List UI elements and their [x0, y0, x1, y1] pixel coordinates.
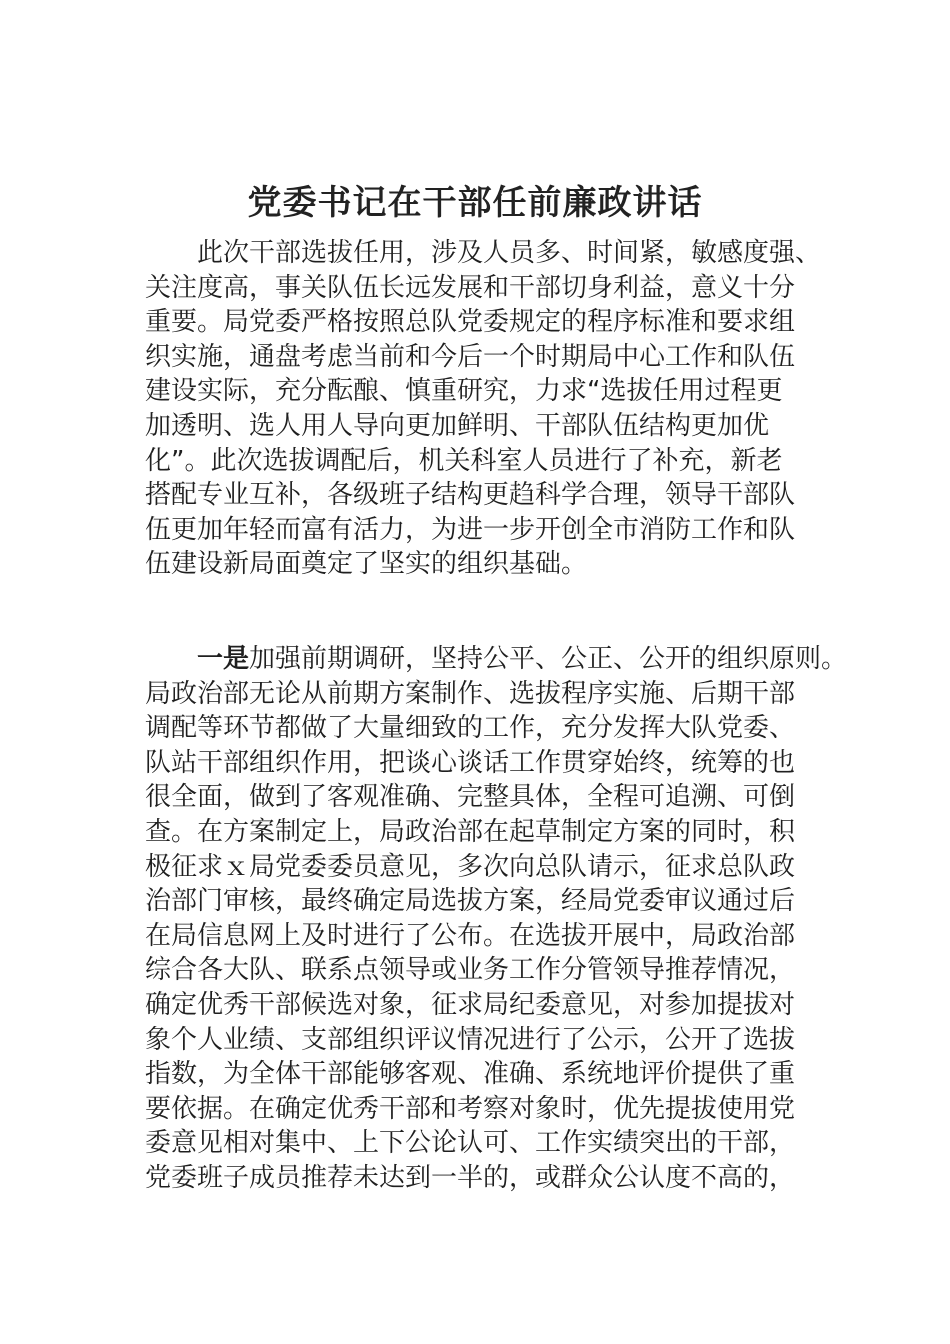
text-line: 治部门审核，最终确定局选拔方案，经局党委审议通过后 [145, 886, 796, 917]
text-line: 指数，为全体干部能够客观、准确、系统地评价提供了重 [145, 1059, 796, 1090]
lead-label: 一是 [197, 644, 250, 674]
text-line: 象个人业绩、支部组织评议情况进行了公示，公开了选拔 [145, 1024, 796, 1055]
text-line: 此次干部选拔任用，涉及人员多、时间紧，敏感度强、 [145, 238, 822, 268]
lead-line-rest: 加强前期调研，坚持公平、公正、公开的组织原则。 [249, 644, 848, 674]
text-line: 建设实际，充分酝酿、慎重研究，力求“选拔任用过程更 [145, 376, 783, 407]
text-line: 调配等环节都做了大量细致的工作，充分发挥大队党委、 [145, 713, 796, 744]
text-line: 队站干部组织作用，把谈心谈话工作贯穿始终，统筹的也 [145, 747, 796, 778]
text-line: 局政治部无论从前期方案制作、选拔程序实施、后期干部 [145, 678, 796, 709]
text-line: 在局信息网上及时进行了公布。在选拔开展中，局政治部 [145, 920, 796, 951]
text-line: 很全面，做到了客观准确、完整具体，全程可追溯、可倒 [145, 782, 796, 813]
text-line: 织实施，通盘考虑当前和今后一个时期局中心工作和队伍 [145, 341, 796, 372]
text-line: 关注度高，事关队伍长远发展和干部切身利益，意义十分 [145, 272, 796, 303]
text-line: 化”。此次选拔调配后，机关科室人员进行了补充，新老 [145, 445, 783, 476]
text-line: 伍建设新局面奠定了坚实的组织基础。 [145, 549, 588, 580]
text-line: 极征求ｘ局党委委员意见，多次向总队请示，征求总队政 [145, 851, 796, 882]
text-line: 确定优秀干部候选对象，征求局纪委意见，对参加提拔对 [145, 989, 796, 1020]
text-line: 党委班子成员推荐未达到一半的，或群众公认度不高的， [145, 1162, 796, 1193]
text-line: 要依据。在确定优秀干部和考察对象时，优先提拔使用党 [145, 1093, 796, 1124]
text-line: 查。在方案制定上，局政治部在起草制定方案的同时，积 [145, 816, 796, 847]
text-line-first [145, 642, 848, 677]
paragraph-point-one [145, 642, 848, 1196]
paragraph-intro [145, 236, 845, 582]
text-line: 伍更加年轻而富有活力，为进一步开创全市消防工作和队 [145, 514, 796, 545]
text-line: 综合各大队、联系点领导或业务工作分管领导推荐情况， [145, 955, 796, 986]
text-line: 委意见相对集中、上下公论认可、工作实绩突出的干部， [145, 1128, 796, 1159]
document-title: 党委书记在干部任前廉政讲话 [247, 183, 703, 223]
text-line: 搭配专业互补，各级班子结构更趋科学合理，领导干部队 [145, 480, 796, 511]
text-line: 加透明、选人用人导向更加鲜明、干部队伍结构更加优 [145, 410, 770, 441]
text-line: 重要。局党委严格按照总队党委规定的程序标准和要求组 [145, 307, 796, 338]
